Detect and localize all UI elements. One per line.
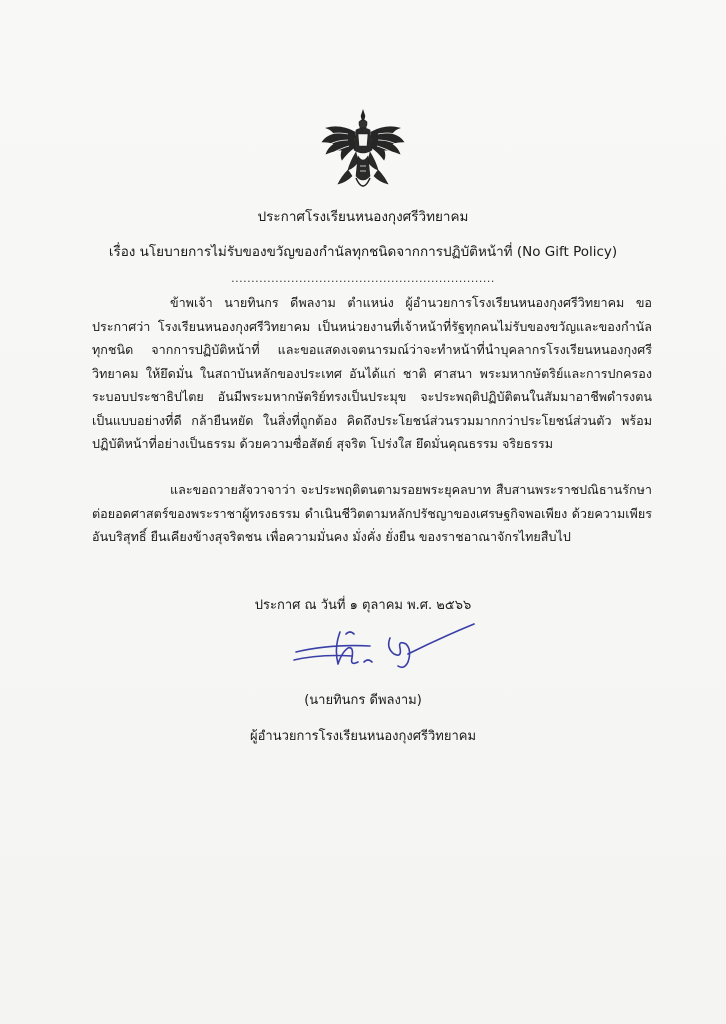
separator-line: ..................................................................	[231, 272, 495, 285]
announcement-subject: เรื่อง นโยบายการไม่รับของขวัญของกำนัลทุกชนิดจากการปฏิบัติหน้าที่ (No Gift Policy)	[108, 244, 618, 260]
body-paragraph-2: และขอถวายสัจวาจาว่า จะประพฤติตนตามรอยพระยุคลบาท สืบสานพระราชปณิธานรักษา ต่อยอดศาสตร์ของพระราชาผู้ทรงธรรม ดำเนินชีวิตตามหลักปรัชญาของเศรษฐกิจพอเพียง ด้วยความเพียร อันบริสุทธิ์ ยืนเคียงข้างสุจริตชน เพื่อความมั่นคง มั่งคั่ง ยั่งยืน ของราชอาณาจักรไทยสืบไป	[92, 482, 652, 544]
handwritten-signature	[290, 618, 480, 678]
body-paragraph-1: ข้าพเจ้า นายทินกร ดีพลงาม ตำแหน่ง ผู้อำนวยการโรงเรียนหนองกุงศรีวิทยาคม ขอประกาศว่า โรงเรียนหนองกุงศรีวิทยาคม เป็นหน่วยงานที่เจ้าหน้าที่รัฐทุกคนไม่รับของขวัญและของกำนัลทุกชนิด จากการปฏิบัติหน้าที่ และขอแสดงเจตนารมณ์ว่าจะทำหน้าที่นำบุคลากรโรงเรียนหนองกุงศรีวิทยาคม ให้ยึดมั่น ในสถาบันหลักของประเทศ อันได้แก่ ชาติ ศาสนา พระมหากษัตริย์และการปกครองระบอบประชาธิปไตย อันมีพระมหากษัตริย์ทรงเป็นประมุข จะประพฤติปฏิบัติตนในสัมมาอาชีพดำรงตนเป็นแบบอย่างที่ดี กล้ายืนหยัด ในสิ่งที่ถูกต้อง คิดถึงประโยชน์ส่วนรวมมากกว่าประโยชน์ส่วนตัว พร้อมปฏิบัติหน้าที่อย่างเป็นธรรม ด้วยความซื่อสัตย์ สุจริต โปร่งใส ยึดมั่นคุณธรรม จริยธรรม	[92, 295, 652, 451]
signer-name: (นายทินกร ดีพลงาม)	[304, 693, 422, 708]
signer-position: ผู้อำนวยการโรงเรียนหนองกุงศรีวิทยาคม	[249, 729, 477, 744]
announcement-title: ประกาศโรงเรียนหนองกุงศรีวิทยาคม	[257, 209, 469, 225]
garuda-emblem-icon	[318, 106, 408, 196]
announcement-date: ประกาศ ณ วันที่ ๑ ตุลาคม พ.ศ. ๒๕๖๖	[254, 598, 472, 613]
